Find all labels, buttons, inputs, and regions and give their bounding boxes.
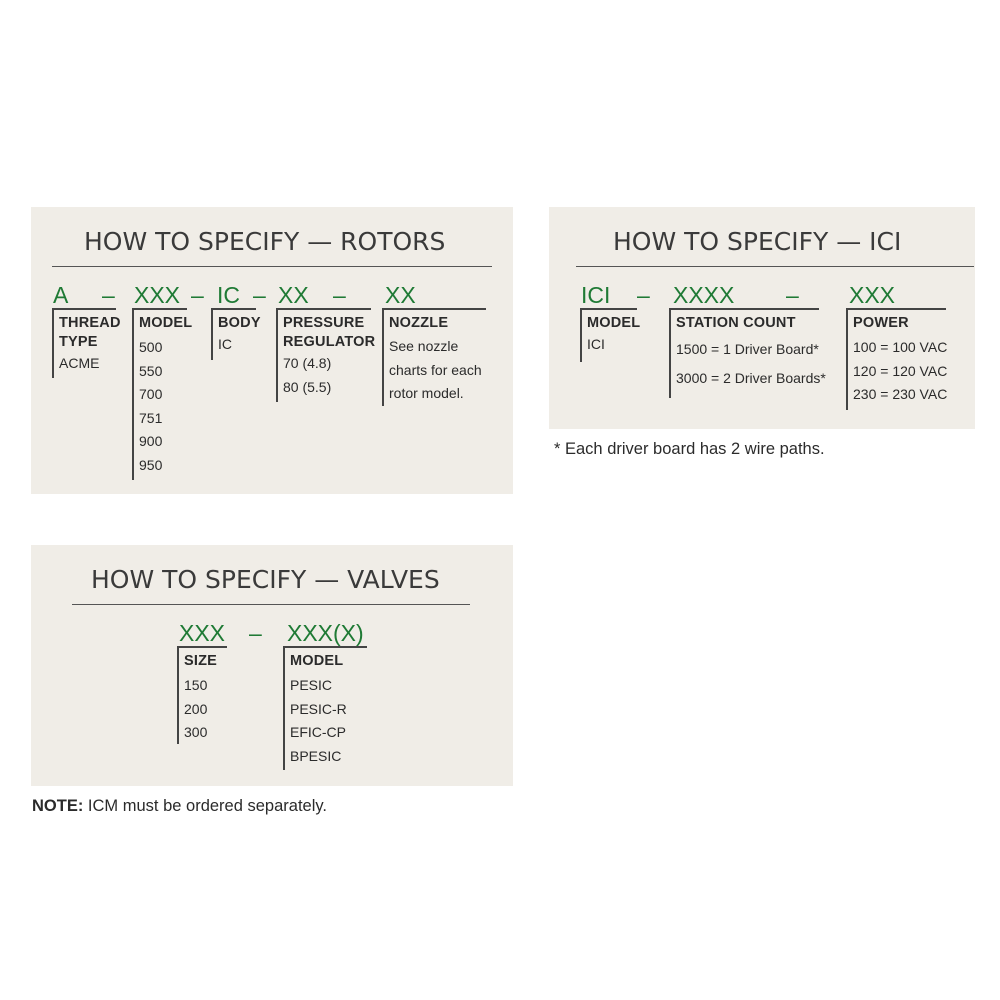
- order-note-text: ICM must be ordered separately.: [83, 797, 327, 815]
- valves-title: HOW TO SPECIFY — VALVES: [91, 565, 440, 594]
- order-note: [32, 797, 327, 816]
- rotors-col-thread-head-1: THREAD: [59, 315, 121, 331]
- ici-col-station: [669, 308, 826, 398]
- ici-code-power: XXX: [849, 282, 896, 308]
- rotors-col-body-item: IC: [218, 336, 232, 352]
- rotors-dash-1: –: [102, 282, 115, 308]
- valves-title-rule: [72, 604, 470, 605]
- rotors-col-nozzle-item: rotor model.: [389, 385, 464, 401]
- valves-col-model: [283, 646, 347, 770]
- rotors-col-thread: [52, 308, 121, 378]
- ici-col-station-item: 1500 = 1 Driver Board*: [676, 341, 819, 357]
- ici-code-model: ICI: [581, 282, 611, 308]
- valves-col-size-item: 150: [184, 677, 208, 693]
- valves-col-size: [177, 646, 217, 744]
- rotors-dash-2: –: [191, 282, 204, 308]
- rotors-col-pressure: [276, 308, 375, 402]
- rotors-col-thread-item: ACME: [59, 355, 100, 371]
- valves-col-model-item: BPESIC: [290, 747, 342, 764]
- valves-dash: –: [249, 620, 262, 646]
- rotors-col-thread-head-2: TYPE: [59, 334, 98, 350]
- rotors-col-model-item: 950: [139, 456, 163, 473]
- valves-code-model: XXX(X): [287, 620, 364, 646]
- rotors-code-body: IC: [217, 282, 240, 308]
- ici-col-model-head: MODEL: [587, 315, 641, 331]
- rotors-col-model-item: 500: [139, 339, 163, 355]
- ici-col-power-item: 100 = 100 VAC: [853, 339, 948, 355]
- rotors-col-model-head: MODEL: [139, 315, 193, 331]
- rotors-dash-4: –: [333, 282, 346, 308]
- order-note-label: NOTE:: [32, 797, 84, 815]
- rotors-col-model-item: 550: [139, 362, 163, 379]
- ici-footnote: * Each driver board has 2 wire paths.: [554, 440, 825, 458]
- ici-col-station-item: 3000 = 2 Driver Boards*: [676, 370, 826, 386]
- rotors-col-nozzle-item: See nozzle: [389, 338, 459, 354]
- rotors-col-pressure-item: 80 (5.5): [283, 378, 332, 395]
- rotors-col-pressure-item: 70 (4.8): [283, 355, 332, 371]
- valves-col-size-item: 200: [184, 700, 208, 717]
- ici-dash-1: –: [637, 282, 650, 308]
- rotors-col-model-item: 751: [139, 409, 163, 426]
- ici-col-model-item: ICI: [587, 336, 605, 352]
- rotors-title: HOW TO SPECIFY — ROTORS: [84, 227, 446, 256]
- valves-col-size-head: SIZE: [184, 653, 218, 669]
- valves-code-size: XXX: [179, 620, 226, 646]
- ici-title: HOW TO SPECIFY — ICI: [613, 227, 902, 256]
- valves-panel: [31, 545, 513, 786]
- rotors-col-nozzle: [382, 308, 482, 406]
- rotors-col-nozzle-item: charts for each: [389, 361, 482, 378]
- ici-col-model: [580, 308, 640, 362]
- ici-dash-2: –: [786, 282, 799, 308]
- rotors-panel: [31, 207, 513, 494]
- rotors-col-model: [132, 308, 192, 480]
- valves-col-model-item: PESIC: [290, 677, 333, 693]
- valves-col-model-item: PESIC-R: [290, 700, 347, 717]
- rotors-dash-3: –: [253, 282, 266, 308]
- rotors-code-model: XXX: [134, 282, 181, 308]
- rotors-col-nozzle-head: NOZZLE: [389, 315, 449, 331]
- rotors-col-model-item: 700: [139, 386, 163, 402]
- rotors-code-nozzle: XX: [385, 282, 416, 308]
- ici-col-station-head: STATION COUNT: [676, 315, 796, 331]
- ici-col-power-item: 120 = 120 VAC: [853, 362, 948, 379]
- rotors-col-pressure-head-1: PRESSURE: [283, 315, 365, 331]
- rotors-title-rule: [52, 266, 492, 267]
- valves-col-size-item: 300: [184, 724, 208, 740]
- rotors-col-model-item: 900: [139, 433, 163, 449]
- ici-col-power-item: 230 = 230 VAC: [853, 386, 948, 402]
- valves-col-model-head: MODEL: [290, 653, 344, 669]
- rotors-code-pressure: XX: [278, 282, 309, 308]
- ici-col-power: [846, 308, 947, 410]
- rotors-code-thread: A: [53, 282, 69, 308]
- ici-code-station: XXXX: [673, 282, 735, 308]
- ici-col-power-head: POWER: [853, 315, 909, 331]
- rotors-col-pressure-head-2: REGULATOR: [283, 334, 376, 350]
- ici-panel: [549, 207, 975, 429]
- ici-title-rule: [576, 266, 974, 267]
- rotors-col-body: [211, 308, 261, 360]
- rotors-col-body-head: BODY: [218, 315, 261, 331]
- valves-col-model-item: EFIC-CP: [290, 724, 346, 740]
